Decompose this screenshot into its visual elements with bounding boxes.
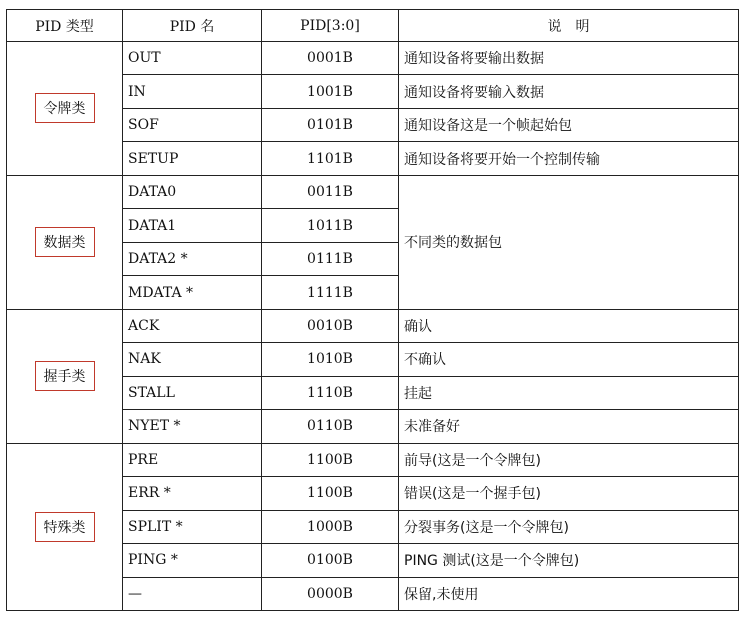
pid-code-cell: 1100B [262, 477, 399, 510]
table-row [7, 443, 739, 476]
pid-code-cell: 0010B [262, 309, 399, 342]
description-cell: 错误(这是一个握手包) [399, 477, 739, 510]
pid-name-cell: PRE [123, 443, 262, 476]
header-pid-name: PID 名 [123, 10, 262, 42]
pid-code-cell: 0000B [262, 577, 399, 611]
header-row [7, 10, 739, 42]
category-cell [7, 175, 123, 309]
table-row [7, 42, 739, 75]
category-cell [7, 443, 123, 610]
category-label: 数据类 [35, 227, 95, 257]
pid-name-cell: — [123, 577, 262, 611]
table-row [7, 309, 739, 342]
pid-code-cell: 1010B [262, 343, 399, 376]
pid-code-cell: 0100B [262, 544, 399, 577]
category-cell [7, 42, 123, 176]
table-row [7, 175, 739, 208]
pid-code-cell: 0001B [262, 42, 399, 75]
pid-name-cell: DATA0 [123, 175, 262, 208]
pid-name-cell: MDATA * [123, 276, 262, 309]
pid-name-cell: STALL [123, 376, 262, 409]
description-cell: 通知设备将要开始一个控制传输 [399, 142, 739, 175]
pid-code-cell: 0110B [262, 410, 399, 443]
pid-code-cell: 0101B [262, 108, 399, 141]
category-label: 特殊类 [35, 512, 95, 542]
category-cell [7, 309, 123, 443]
header-description: 说 明 [399, 10, 739, 42]
description-cell: 保留,未使用 [399, 577, 739, 611]
description-cell: 未准备好 [399, 410, 739, 443]
pid-name-cell: ERR * [123, 477, 262, 510]
pid-name-cell: SPLIT * [123, 510, 262, 543]
description-cell: 不确认 [399, 343, 739, 376]
description-cell: 确认 [399, 309, 739, 342]
pid-code-cell: 0011B [262, 175, 399, 208]
header-pid-type: PID 类型 [7, 10, 123, 42]
pid-name-cell: SOF [123, 108, 262, 141]
description-cell: 通知设备将要输出数据 [399, 42, 739, 75]
pid-code-cell: 1110B [262, 376, 399, 409]
pid-code-cell: 1100B [262, 443, 399, 476]
pid-code-cell: 1111B [262, 276, 399, 309]
description-cell: PING 测试(这是一个令牌包) [399, 544, 739, 577]
header-pid-code: PID[3:0] [262, 10, 399, 42]
pid-code-cell: 1011B [262, 209, 399, 242]
pid-code-cell: 1101B [262, 142, 399, 175]
description-cell: 分裂事务(这是一个令牌包) [399, 510, 739, 543]
pid-name-cell: PING * [123, 544, 262, 577]
table-body [7, 42, 739, 611]
description-cell: 挂起 [399, 376, 739, 409]
description-cell: 通知设备将要输入数据 [399, 75, 739, 108]
pid-code-cell: 0111B [262, 242, 399, 275]
pid-name-cell: SETUP [123, 142, 262, 175]
description-cell: 通知设备这是一个帧起始包 [399, 108, 739, 141]
pid-code-cell: 1000B [262, 510, 399, 543]
pid-name-cell: ACK [123, 309, 262, 342]
pid-table [6, 9, 739, 611]
pid-name-cell: DATA1 [123, 209, 262, 242]
pid-name-cell: DATA2 * [123, 242, 262, 275]
pid-name-cell: OUT [123, 42, 262, 75]
pid-name-cell: NYET * [123, 410, 262, 443]
category-label: 握手类 [35, 361, 95, 391]
description-cell: 不同类的数据包 [399, 175, 739, 309]
category-label: 令牌类 [35, 93, 95, 123]
pid-name-cell: IN [123, 75, 262, 108]
description-cell: 前导(这是一个令牌包) [399, 443, 739, 476]
pid-name-cell: NAK [123, 343, 262, 376]
pid-code-cell: 1001B [262, 75, 399, 108]
